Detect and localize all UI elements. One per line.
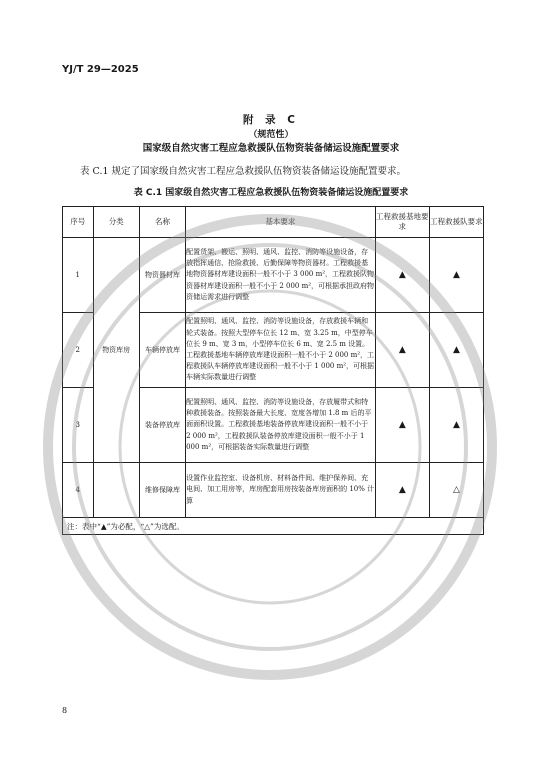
row-name: 装备停放库 xyxy=(139,388,185,463)
page-number: 8 xyxy=(62,706,68,715)
row-no: 4 xyxy=(63,463,94,518)
table-note: 注：表中“▲”为必配，“△”为选配。 xyxy=(63,518,484,535)
table-row xyxy=(63,463,484,518)
header-category: 分类 xyxy=(93,207,139,238)
row-no: 1 xyxy=(63,238,94,313)
row-base-mark: ▲ xyxy=(375,238,429,313)
row-name: 车辆停放库 xyxy=(139,313,185,388)
row-requirement: 配置照明、通风、监控、消防等设施设备，存放救援车辆和轮式装备。按照大型停车位长 12 m、宽 3.25 m，中型停车位长 9 m、宽 3 m，小型停车位长 6 m、宽 2.5 m 设置。工程救援基地车辆停放库建设面积一般不小于 2 000 m²，工程救援队车辆停放库建设面积一般不小于 1 000 m²，可根据车辆实际数量进行调整 xyxy=(186,313,376,388)
table-note-row xyxy=(63,518,484,535)
requirements-table xyxy=(62,206,484,535)
appendix-heading: 国家级自然灾害工程应急救援队伍物资装备储运设施配置要求 xyxy=(142,143,400,154)
row-team-mark: ▲ xyxy=(429,388,483,463)
header-base: 工程救援基地要求 xyxy=(375,207,429,238)
normative-label: （规范性） xyxy=(248,130,294,140)
row-no: 3 xyxy=(63,388,94,463)
row-name: 维修保障库 xyxy=(139,463,185,518)
table-header-row xyxy=(63,207,484,238)
row-base-mark: ▲ xyxy=(375,388,429,463)
row-base-mark: ▲ xyxy=(375,463,429,518)
row-base-mark: ▲ xyxy=(375,313,429,388)
intro-paragraph: 表 C.1 规定了国家级自然灾害工程应急救援队伍物资装备储运设施配置要求。 xyxy=(80,166,407,177)
category-cell-empty xyxy=(93,463,139,518)
row-no: 2 xyxy=(63,313,94,388)
header-team: 工程救援队要求 xyxy=(429,207,483,238)
header-requirement: 基本要求 xyxy=(186,207,376,238)
row-name: 物资器材库 xyxy=(139,238,185,313)
header-name: 名称 xyxy=(139,207,185,238)
standard-code: YJ/T 29—2025 xyxy=(62,64,139,75)
header-no: 序号 xyxy=(63,207,94,238)
table-title: 表 C.1 国家级自然灾害工程应急救援队伍物资装备储运设施配置要求 xyxy=(133,188,409,198)
table-row xyxy=(63,238,484,313)
row-team-mark: ▲ xyxy=(429,238,483,313)
appendix-title: 附 录 C xyxy=(242,114,300,126)
category-cell: 物资库房 xyxy=(93,238,139,463)
row-team-mark: △ xyxy=(429,463,483,518)
row-team-mark: ▲ xyxy=(429,313,483,388)
row-requirement: 设置作业监控室、设备机房、材料备件间、维护保养间、充电间、加工用房等，库房配套用房按装备库房面积的 10% 计算 xyxy=(186,463,376,518)
row-requirement: 配置货架、搬运、照明、通风、监控、消防等设施设备，存放指挥通信、抢险救援、后勤保障等物资器材。工程救援基地物资器材库建设面积一般不小于 3 000 m²，工程救援队物资器材库建设面积一般不小于 2 000 m²，可根据承担政府物资储运需求进行调整 xyxy=(186,238,376,313)
row-requirement: 配置照明、通风、监控、消防等设施设备，存放履带式和特种救援装备。按照装备最大长度、宽度各增加 1.8 m 后的平面面积设置。工程救援基地装备停放库建设面积一般不小于 2 000 m²，工程救援队装备停放库建设面积一般不小于 1 000 m²，可根据装备实际数量进行调整 xyxy=(186,388,376,463)
